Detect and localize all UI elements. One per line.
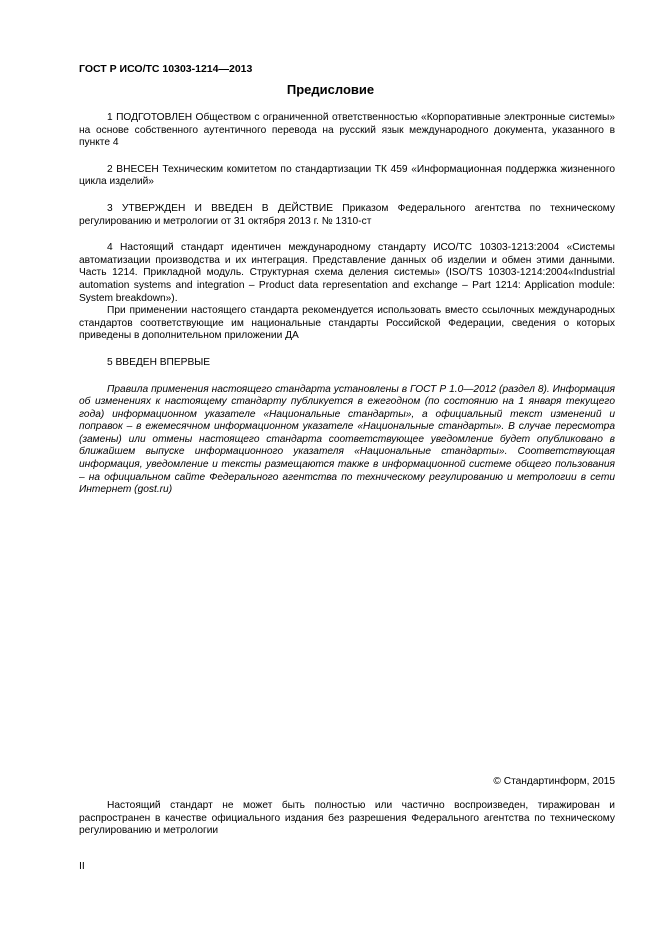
- paragraph-identical: 4 Настоящий стандарт идентичен международному стандарту ИСО/ТС 10303-1213:2004 «Системы автоматизации производства и их интеграция. Представление данных об изделии и обмен этими данными. Часть 1214. Прикладной модуль. Структурная схема деления системы» (ISO/TS 10303-1214:2004«Industrial automation systems and integration – Product data representation and exchange – Part 1214: Application module: System breakdown»).: [79, 242, 615, 304]
- paragraph-first-introduced: 5 ВВЕДЕН ВПЕРВЫЕ: [107, 356, 211, 368]
- page-title: Предисловие: [286, 82, 375, 97]
- document-header: ГОСТ Р ИСО/ТС 10303-1214—2013: [79, 63, 253, 75]
- paragraph-application-rules: Правила применения настоящего стандарта установлены в ГОСТ Р 1.0—2012 (раздел 8). Информация об изменениях к настоящему стандарту публикуется в ежегодном (по состоянию на 1 января текущего года) информационном указателе «Национальные стандарты», а официальный текст изменений и поправок – в ежемесячном информационном указателе «Национальные стандарты». В случае пересмотра (замены) или отмены настоящего стандарта соответствующее уведомление будет опубликовано в ближайшем выпуске информационного указателя «Национальные стандарты». Соответствующая информация, уведомление и тексты размещаются также в информационной системе общего пользования – на официальном сайте Федерального агентства по техническому регулированию и метрологии в сети Интернет (gost.ru): [79, 383, 615, 496]
- paragraph-approved: 3 УТВЕРЖДЕН И ВВЕДЕН В ДЕЙСТВИЕ Приказом Федерального агентства по техническому регулированию и метрологии от 31 октября 2013 г. № 1310-ст: [79, 202, 615, 227]
- reproduction-notice: Настоящий стандарт не может быть полностью или частично воспроизведен, тиражирован и распространен в качестве официального издания без разрешения Федерального агентства по техническому регулированию и метрологии: [79, 800, 615, 837]
- foreword-body: [79, 112, 615, 497]
- paragraph-prepared: 1 ПОДГОТОВЛЕН Обществом с ограниченной ответственностью «Корпоративные электронные системы» на основе собственного аутентичного перевода на русский язык международного документа, указанного в пункте 4: [79, 112, 615, 149]
- copyright-line: © Стандартинформ, 2015: [493, 776, 615, 787]
- paragraph-introduced: 2 ВНЕСЕН Техническим комитетом по стандартизации ТК 459 «Информационная поддержка жизненного цикла изделий»: [79, 163, 615, 188]
- page-number: II: [79, 860, 85, 872]
- paragraph-references: При применении настоящего стандарта рекомендуется использовать вместо ссылочных международных стандартов соответствующие им национальные стандарты Российской Федерации, сведения о которых приведены в дополнительном приложении ДА: [79, 305, 615, 342]
